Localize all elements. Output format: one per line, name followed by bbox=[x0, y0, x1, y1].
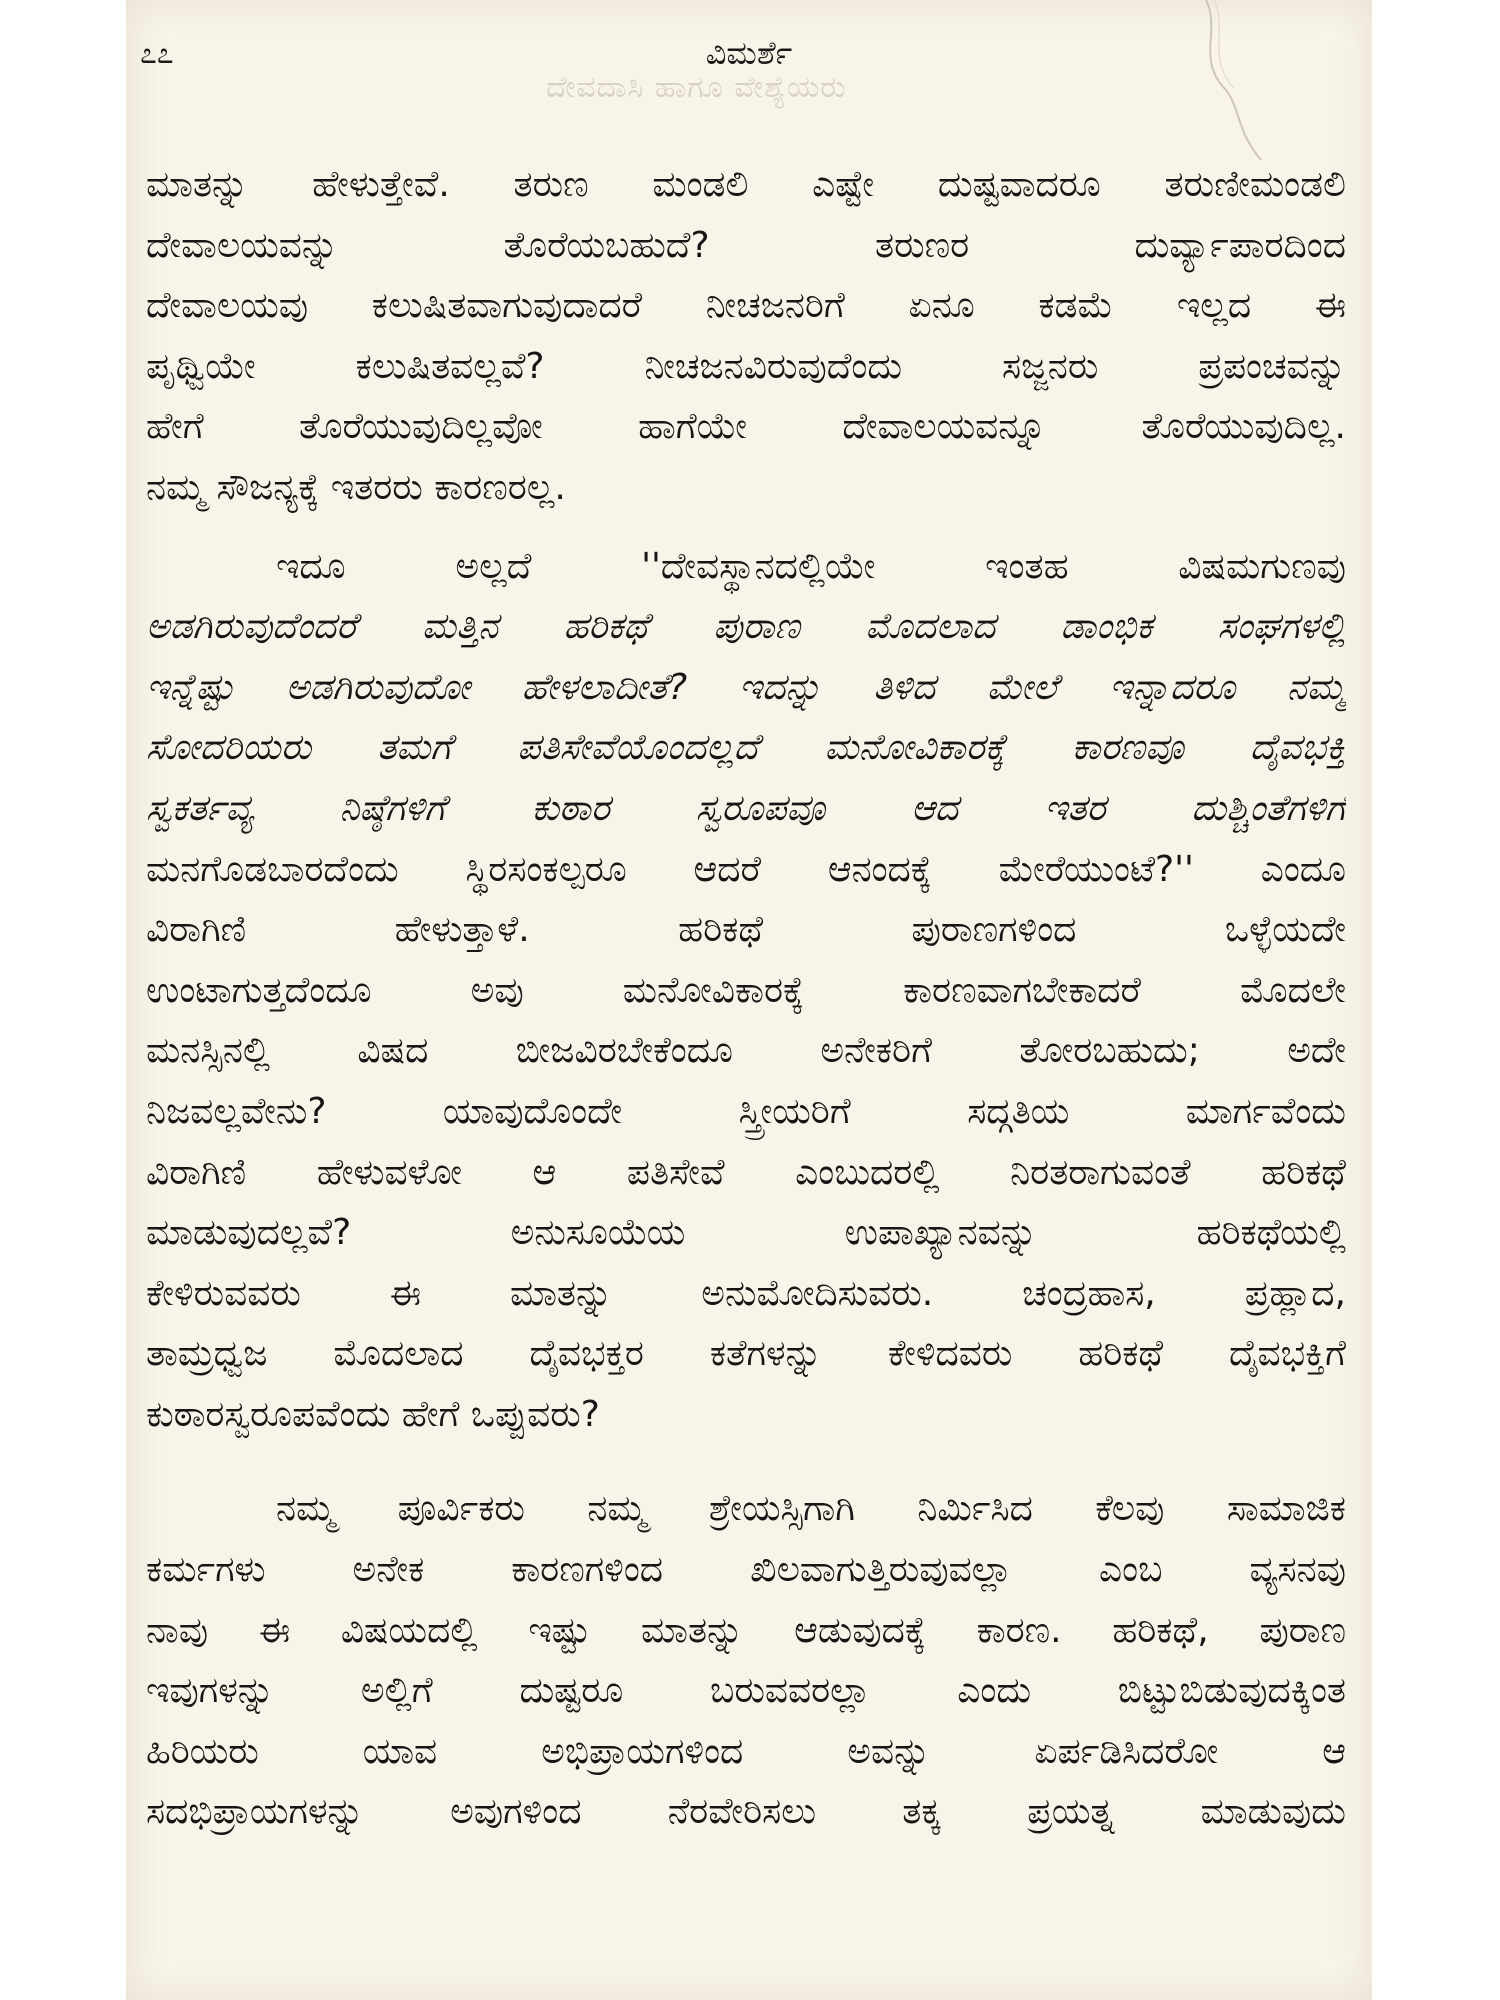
text-line: ವಿರಾಗಿಣಿ ಹೇಳುವಳೋ ಆ ಪತಿಸೇವೆ ಎಂಬುದರಲ್ಲಿ ನಿರತರಾಗುವಂತೆ ಹರಿಕಥೆ bbox=[146, 1151, 1346, 1193]
quoted-text-line: ಸೋದರಿಯರು ತಮಗೆ ಪತಿಸೇವೆಯೊಂದಲ್ಲದೆ ಮನೋವಿಕಾರಕ್ಕೆ ಕಾರಣವೂ ದೈವಭಕ್ತಿ bbox=[146, 727, 1346, 769]
text-line: ಹಿರಿಯರು ಯಾವ ಅಭಿಪ್ರಾಯಗಳಿಂದ ಅವನ್ನು ಏರ್ಪಡಿಸಿದರೋ ಆ bbox=[146, 1730, 1346, 1772]
text-line: ಮನಗೊಡಬಾರದೆಂದು ಸ್ಥಿರಸಂಕಲ್ಪರೂ ಆದರೆ ಆನಂದಕ್ಕೆ ಮೇರೆಯುಂಟೆ?'' ಎಂದೂ bbox=[146, 848, 1346, 890]
body-text bbox=[146, 155, 1346, 1843]
text-line: ಮಾತನ್ನು ಹೇಳುತ್ತೇವೆ. ತರುಣ ಮಂಡಲಿ ಎಷ್ಟೇ ದುಷ್ಟವಾದರೂ ತರುಣೀಮಂಡಲಿ bbox=[146, 164, 1346, 205]
page-crease-mark bbox=[1166, 0, 1306, 160]
text-line: ದೇವಾಲಯವು ಕಲುಷಿತವಾಗುವುದಾದರೆ ನೀಚಜನರಿಗೆ ಏನೂ ಕಡಮೆ ಇಲ್ಲದ ಈ bbox=[146, 285, 1346, 327]
text-line: ಕುಠಾರಸ್ವರೂಪವೆಂದು ಹೇಗೆ ಒಪ್ಪುವರು? bbox=[146, 1393, 600, 1435]
text-line: ಸದಭಿಪ್ರಾಯಗಳನ್ನು ಅವುಗಳಿಂದ ನೆರವೇರಿಸಲು ತಕ್ಕ ಪ್ರಯತ್ನ ಮಾಡುವುದು bbox=[146, 1791, 1346, 1833]
text-line: ಇವುಗಳನ್ನು ಅಲ್ಲಿಗೆ ದುಷ್ಟರೂ ಬರುವವರಲ್ಲಾ ಎಂದು ಬಿಟ್ಟುಬಿಡುವುದಕ್ಕಿಂತ bbox=[146, 1670, 1346, 1712]
text-line: ದೇವಾಲಯವನ್ನು ತೊರೆಯಬಹುದೆ? ತರುಣರ ದುರ್ವ್ಯಾಪಾರದಿಂದ bbox=[146, 224, 1346, 266]
text-line: ತಾಮ್ರಧ್ವಜ ಮೊದಲಾದ ದೈವಭಕ್ತರ ಕತೆಗಳನ್ನು ಕೇಳಿದವರು ಹರಿಕಥೆ ದೈವಭಕ್ತಿಗೆ bbox=[146, 1333, 1346, 1375]
text-line: ಮಾಡುವುದಲ್ಲವೆ? ಅನುಸೂಯೆಯ ಉಪಾಖ್ಯಾನವನ್ನು ಹರಿಕಥೆಯಲ್ಲಿ bbox=[146, 1212, 1346, 1254]
book-page bbox=[126, 0, 1372, 2000]
text-line: ಮನಸ್ಸಿನಲ್ಲಿ ವಿಷದ ಬೀಜವಿರಬೇಕೆಂದೂ ಅನೇಕರಿಗೆ ತೋರಬಹುದು; ಅದೇ bbox=[146, 1030, 1346, 1072]
text-line: ಕೇಳಿರುವವರು ಈ ಮಾತನ್ನು ಅನುಮೋದಿಸುವರು. ಚಂದ್ರಹಾಸ, ಪ್ರಹ್ಲಾದ, bbox=[146, 1272, 1346, 1314]
text-line: ಇದೂ ಅಲ್ಲದೆ ''ದೇವಸ್ಥಾನದಲ್ಲಿಯೇ ಇಂತಹ ವಿಷಮಗುಣವು bbox=[276, 545, 1346, 587]
running-title: ವಿಮರ್ಶೆ bbox=[705, 34, 793, 72]
text-line: ಪೃಥ್ವಿಯೇ ಕಲುಷಿತವಲ್ಲವೆ? ನೀಚಜನವಿರುವುದೆಂದು ಸಜ್ಜನರು ಪ್ರಪಂಚವನ್ನು bbox=[146, 345, 1346, 387]
bleed-through-text: ದೇವದಾಸಿ ಹಾಗೂ ವೇಶ್ಯೆಯರು bbox=[546, 70, 847, 105]
text-line: ವಿರಾಗಿಣಿ ಹೇಳುತ್ತಾಳೆ. ಹರಿಕಥೆ ಪುರಾಣಗಳಿಂದ ಒಳ್ಳೆಯದೇ bbox=[146, 909, 1346, 951]
quoted-text-line: ಸ್ವಕರ್ತವ್ಯ ನಿಷ್ಠೆಗಳಿಗೆ ಕುಠಾರ ಸ್ವರೂಪವೂ ಆದ ಇತರ ದುಶ್ಚಿಂತೆಗಳಿಗೆ bbox=[146, 787, 1346, 829]
text-line: ನಿಜವಲ್ಲವೇನು? ಯಾವುದೊಂದೇ ಸ್ತ್ರೀಯರಿಗೆ ಸದ್ಗತಿಯ ಮಾರ್ಗವೆಂದು bbox=[146, 1090, 1346, 1132]
quoted-text-line: ಇನ್ನೆಷ್ಟು ಅಡಗಿರುವುದೋ ಹೇಳಲಾದೀತೆ? ಇದನ್ನು ತಿಳಿದ ಮೇಲೆ ಇನ್ನಾದರೂ ನಮ್ಮ bbox=[146, 666, 1346, 708]
text-line: ಕರ್ಮಗಳು ಅನೇಕ ಕಾರಣಗಳಿಂದ ಖಿಲವಾಗುತ್ತಿರುವುವಲ್ಲಾ ಎಂಬ ವ್ಯಸನವು bbox=[146, 1549, 1346, 1591]
text-line: ಉಂಟಾಗುತ್ತದೆಂದೂ ಅವು ಮನೋವಿಕಾರಕ್ಕೆ ಕಾರಣವಾಗಬೇಕಾದರೆ ಮೊದಲೇ bbox=[146, 969, 1346, 1011]
text-line: ನಮ್ಮ ಪೂರ್ವಿಕರು ನಮ್ಮ ಶ್ರೇಯಸ್ಸಿಗಾಗಿ ನಿರ್ಮಿಸಿದ ಕೆಲವು ಸಾಮಾಜಿಕ bbox=[276, 1488, 1346, 1530]
page-number: ೭೭ bbox=[140, 36, 174, 71]
page-header bbox=[126, 30, 1372, 80]
text-line: ನಮ್ಮ ಸೌಜನ್ಯಕ್ಕೆ ಇತರರು ಕಾರಣರಲ್ಲ. bbox=[146, 466, 566, 508]
text-line: ನಾವು ಈ ವಿಷಯದಲ್ಲಿ ಇಷ್ಟು ಮಾತನ್ನು ಆಡುವುದಕ್ಕೆ ಕಾರಣ. ಹರಿಕಥೆ, ಪುರಾಣ bbox=[146, 1609, 1346, 1651]
quoted-text-line: ಅಡಗಿರುವುದೆಂದರೆ ಮತ್ತಿನ ಹರಿಕಥೆ ಪುರಾಣ ಮೊದಲಾದ ಡಾಂಭಿಕ ಸಂಘಗಳಲ್ಲಿ bbox=[146, 606, 1346, 648]
text-line: ಹೇಗೆ ತೊರೆಯುವುದಿಲ್ಲವೋ ಹಾಗೆಯೇ ದೇವಾಲಯವನ್ನೂ ತೊರೆಯುವುದಿಲ್ಲ. bbox=[146, 406, 1346, 448]
